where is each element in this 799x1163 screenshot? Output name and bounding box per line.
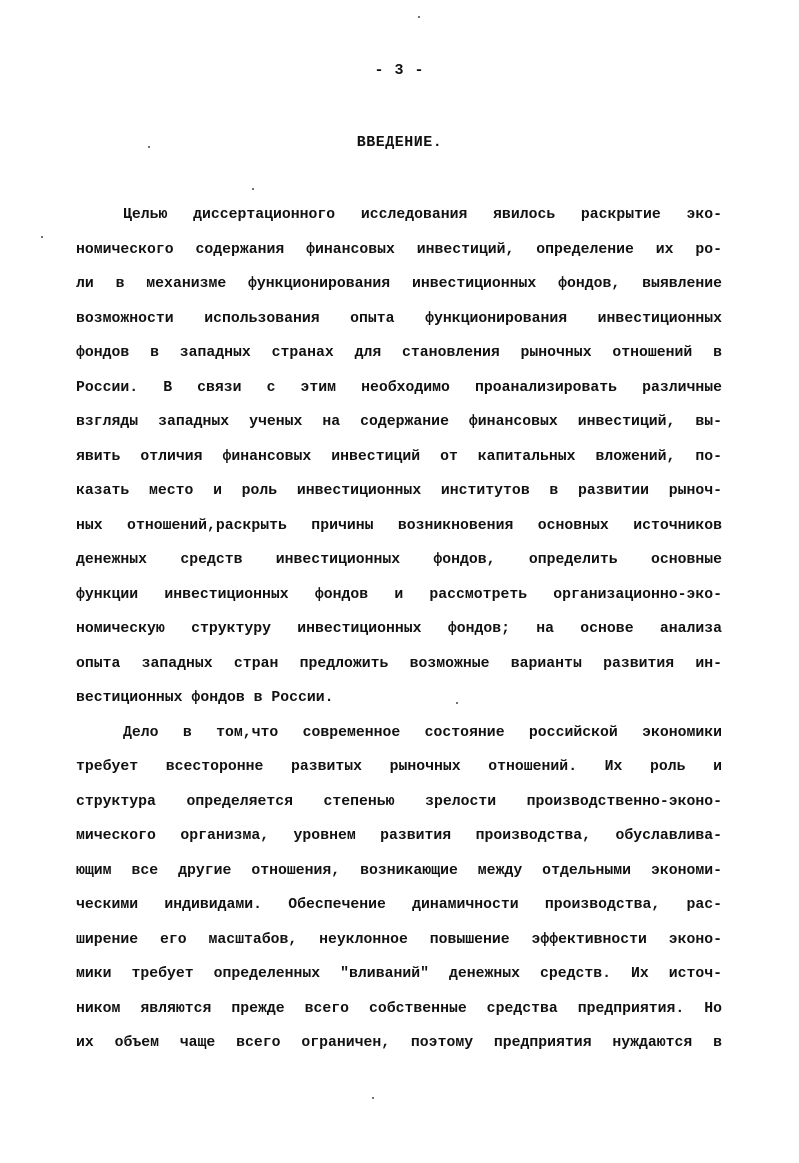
text-line: ником являются прежде всего собственные средства предприятия. Но: [76, 1000, 722, 1017]
text-line: Целью диссертационного исследования явилось раскрытие эко-: [123, 207, 722, 223]
text-line: опыта западных стран предложить возможные варианты развития ин-: [76, 655, 722, 672]
text-line: ческими индивидами. Обеспечение динамичности производства, рас-: [76, 897, 722, 913]
scan-speck: [148, 146, 150, 148]
text-line: России. В связи с этим необходимо проанализировать различные: [76, 379, 722, 396]
text-line: ющим все другие отношения, возникающие между отдельными экономи-: [76, 862, 722, 879]
text-line: номического содержания финансовых инвестиций, определение их ро-: [76, 241, 722, 258]
text-line: номическую структуру инвестиционных фондов; на основе анализа: [76, 621, 722, 637]
text-line: ли в механизме функционирования инвестиционных фондов, выявление: [76, 276, 722, 292]
scan-speck: [418, 16, 420, 18]
text-line: ных отношений,раскрыть причины возникновения основных источников: [76, 517, 722, 534]
scan-speck: [41, 236, 43, 238]
text-line: взгляды западных ученых на содержание финансовых инвестиций, вы-: [76, 414, 722, 430]
text-line: их объем чаще всего ограничен, поэтому предприятия нуждаются в: [76, 1035, 722, 1051]
body-text: [76, 203, 722, 1066]
section-title: ВВЕДЕНИЕ.: [356, 134, 443, 151]
text-line: мического организма, уровнем развития производства, обуславлива-: [76, 828, 722, 844]
text-line: ширение его масштабов, неуклонное повышение эффективности эконо-: [76, 931, 722, 948]
text-line: Дело в том,что современное состояние российской экономики: [123, 724, 722, 741]
text-line: денежных средств инвестиционных фондов, определить основные: [76, 552, 722, 568]
text-line: требует всесторонне развитых рыночных отношений. Их роль и: [76, 759, 722, 775]
text-line: фондов в западных странах для становления рыночных отношений в: [76, 345, 722, 361]
text-line: функции инвестиционных фондов и рассмотреть организационно-эко-: [76, 586, 722, 603]
scan-speck: [252, 188, 254, 190]
scan-speck: [456, 702, 458, 704]
text-line: вестиционных фондов в России.: [76, 690, 334, 706]
text-line: мики требует определенных "вливаний" денежных средств. Их источ-: [76, 966, 722, 982]
text-line: явить отличия финансовых инвестиций от капитальных вложений, по-: [76, 448, 722, 465]
text-line: структура определяется степенью зрелости производственно-эконо-: [76, 793, 722, 810]
page-number: - 3 -: [374, 62, 425, 79]
scan-speck: [372, 1097, 374, 1099]
text-line: казать место и роль инвестиционных институтов в развитии рыноч-: [76, 483, 722, 499]
text-line: возможности использования опыта функционирования инвестиционных: [76, 310, 722, 327]
